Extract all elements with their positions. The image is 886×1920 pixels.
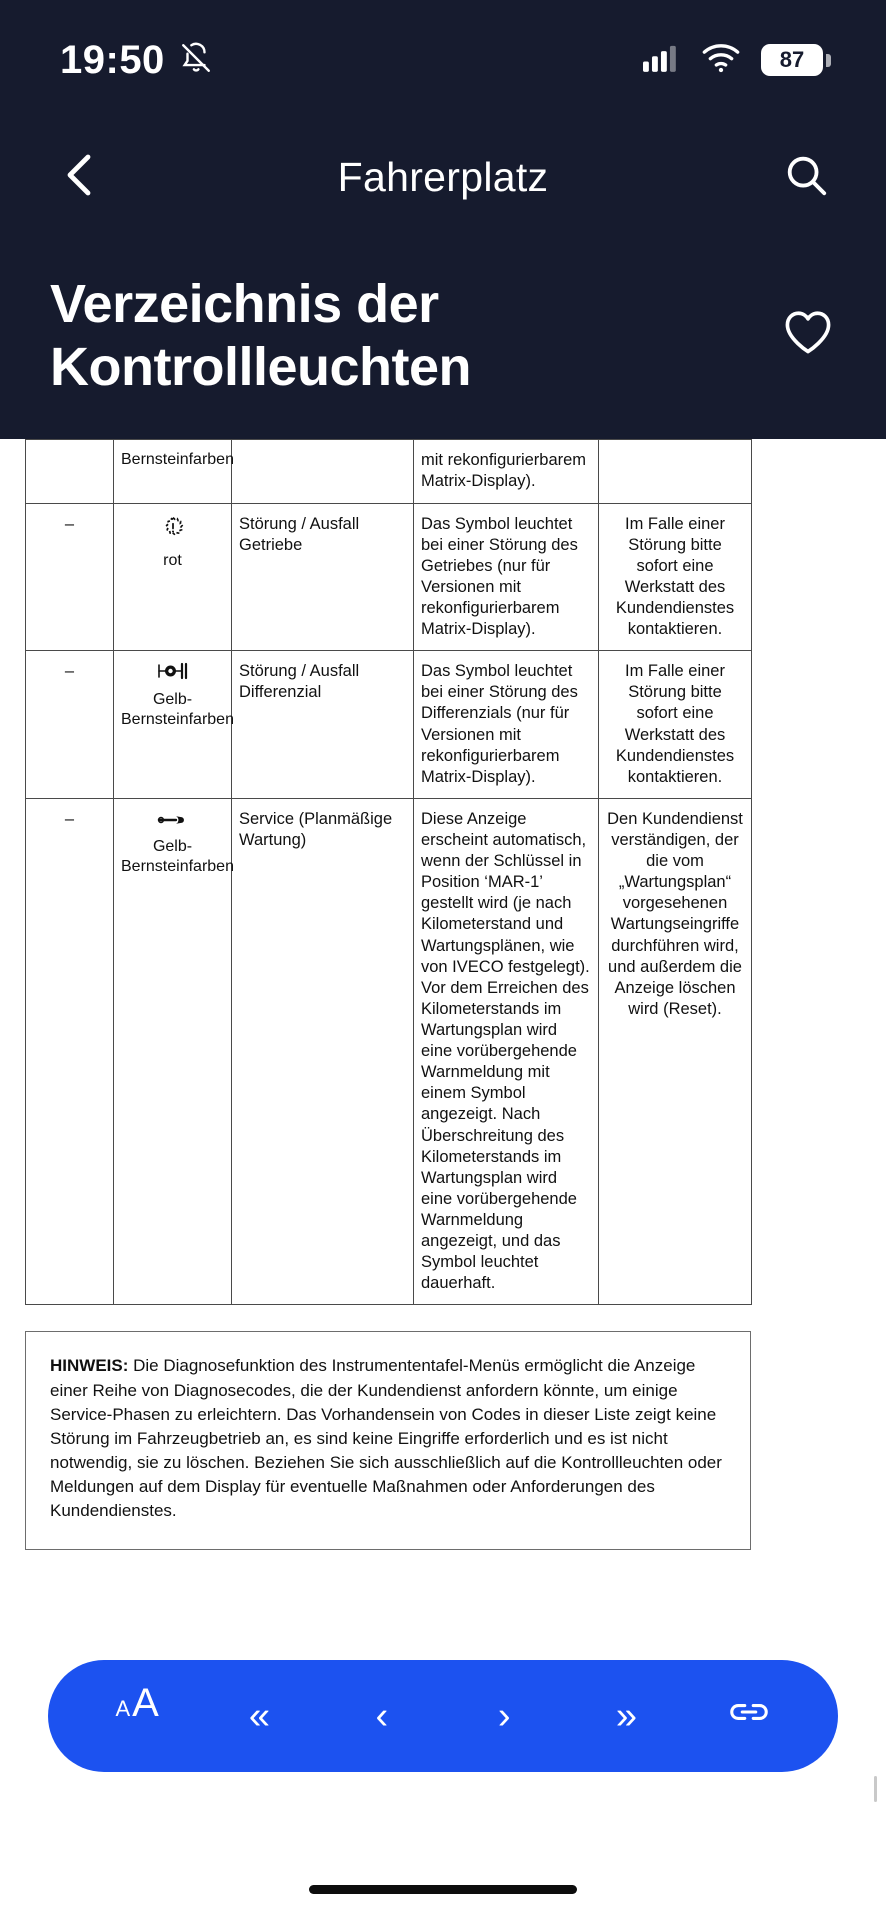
first-page-button[interactable]: « [248, 1694, 271, 1737]
cell-symbol [114, 798, 232, 1305]
document-page [25, 439, 861, 1550]
status-clock: 19:50 [60, 37, 165, 82]
cell-action [599, 440, 752, 503]
last-page-button[interactable]: » [615, 1694, 638, 1737]
note-text: Die Diagnosefunktion des Instrumententafel-Menüs ermöglicht die Anzeige einer Reihe von Diagnosecodes, die der Kundendienst anfordern könnte, um einige Service-Phasen zu erleichtern. Das Vorhandensein von Codes in dieser Liste zeigt keine Störung im Fahrzeugbetrieb an, es sind keine Eingriffe erforderlich und es ist nicht notwendig, sie zu löschen. Beziehen Sie sich ausschließlich auf die Kontrollleuchten oder Meldungen auf dem Display für eventuelle Maßnahmen oder Anforderungen des Kundendienstes. [50, 1356, 722, 1521]
cell-indicator [26, 440, 114, 503]
favorite-button[interactable] [778, 303, 838, 363]
note-box [25, 1331, 751, 1550]
table-row [26, 798, 752, 1305]
page-header [0, 235, 886, 439]
cell-indicator: – [26, 798, 114, 1305]
table-row [26, 440, 752, 503]
share-link-button[interactable] [714, 1681, 784, 1751]
document-viewer[interactable] [0, 439, 886, 1920]
desc-line-2: Matrix-Display). [421, 472, 536, 491]
cell-symbol [114, 651, 232, 799]
cell-symbol [114, 440, 232, 503]
battery-cap [826, 54, 831, 67]
status-left [60, 38, 213, 83]
nav-bar [0, 120, 886, 235]
desc-line-1: mit rekonfigurierbarem [421, 451, 587, 470]
cell-description: Das Symbol leuchtet bei einer Störung des Getriebes (nur für Versionen mit rekonfigurierbarem Matrix-Display). [414, 503, 599, 651]
cell-name: Störung / Ausfall Differenzial [232, 651, 414, 799]
lamp-table-clipped [25, 439, 752, 503]
cell-action: Im Falle einer Störung bitte sofort eine Werkstatt des Kundendienstes kontaktieren. [599, 503, 752, 651]
cell-indicator: – [26, 651, 114, 799]
cellular-bars-icon [643, 44, 681, 77]
battery-percent: 87 [761, 44, 823, 76]
text-size-large-label: A [132, 1681, 159, 1725]
bell-slash-icon [179, 41, 213, 80]
bottom-toolbar [48, 1660, 838, 1772]
status-bar [0, 0, 886, 120]
home-indicator [309, 1885, 577, 1894]
battery-indicator [761, 44, 831, 76]
table-row [26, 503, 752, 651]
cell-description [414, 440, 599, 503]
bottom-toolbar-container [0, 1660, 886, 1772]
table-row [26, 651, 752, 799]
page-title: Verzeichnis der Kontrollleuchten [50, 274, 471, 398]
heart-icon [782, 307, 834, 360]
back-button[interactable] [48, 146, 112, 210]
cell-description: Das Symbol leuchtet bei einer Störung des Differenzials (nur für Versionen mit rekonfigurierbarem Matrix-Display). [414, 651, 599, 799]
scrollbar[interactable] [874, 1776, 877, 1802]
symbol-color-label: Bernsteinfarben [121, 451, 234, 469]
link-icon [727, 1695, 771, 1737]
wifi-icon [701, 43, 741, 78]
cell-name: Störung / Ausfall Getriebe [232, 503, 414, 651]
status-right [643, 43, 831, 78]
previous-page-button[interactable]: ‹ [375, 1694, 389, 1737]
symbol-color-label: Gelb-Bernsteinfarben [121, 691, 234, 729]
note-label: HINWEIS: [50, 1356, 129, 1376]
text-size-button[interactable] [102, 1681, 172, 1751]
differential-icon [121, 661, 224, 686]
cell-description: Diese Anzeige erscheint automatisch, wenn der Schlüssel in Position ‘MAR-1’ gestellt wird (je nach Kilometerstand und Wartungsplänen, wie von IVECO festgelegt). Vor dem Erreichen des Kilometerstands im Wartungsplan wird eine vorübergehende Warnmeldung mit einem Symbol angezeigt. Nach Überschreitung des Kilometerstands im Wartungsplan wird eine vorübergehende Warnmeldung angezeigt, und das Symbol leuchtet dauerhaft. [414, 798, 599, 1305]
nav-title: Fahrerplatz [337, 154, 549, 200]
chevron-left-icon [60, 151, 100, 204]
gear-exclamation-icon [121, 514, 224, 547]
search-button[interactable] [774, 146, 838, 210]
cell-name [232, 440, 414, 503]
cell-action: Den Kundendienst verständigen, der die vom „Wartungsplan“ vorgesehenen Wartungseingriffe durchführen wird, und außerdem die Anzeige löschen wird (Reset). [599, 798, 752, 1305]
symbol-color-label: rot [163, 551, 182, 569]
next-page-button[interactable]: › [497, 1694, 511, 1737]
cell-action: Im Falle einer Störung bitte sofort eine Werkstatt des Kundendienstes kontaktieren. [599, 651, 752, 799]
wrench-icon [121, 809, 224, 833]
cell-name: Service (Planmäßige Wartung) [232, 798, 414, 1305]
cell-symbol [114, 503, 232, 651]
lamp-table [25, 503, 752, 1306]
cell-indicator: – [26, 503, 114, 651]
symbol-color-label: Gelb-Bernsteinfarben [121, 838, 234, 876]
text-size-small-label: A [115, 1696, 131, 1721]
search-icon [783, 152, 829, 203]
